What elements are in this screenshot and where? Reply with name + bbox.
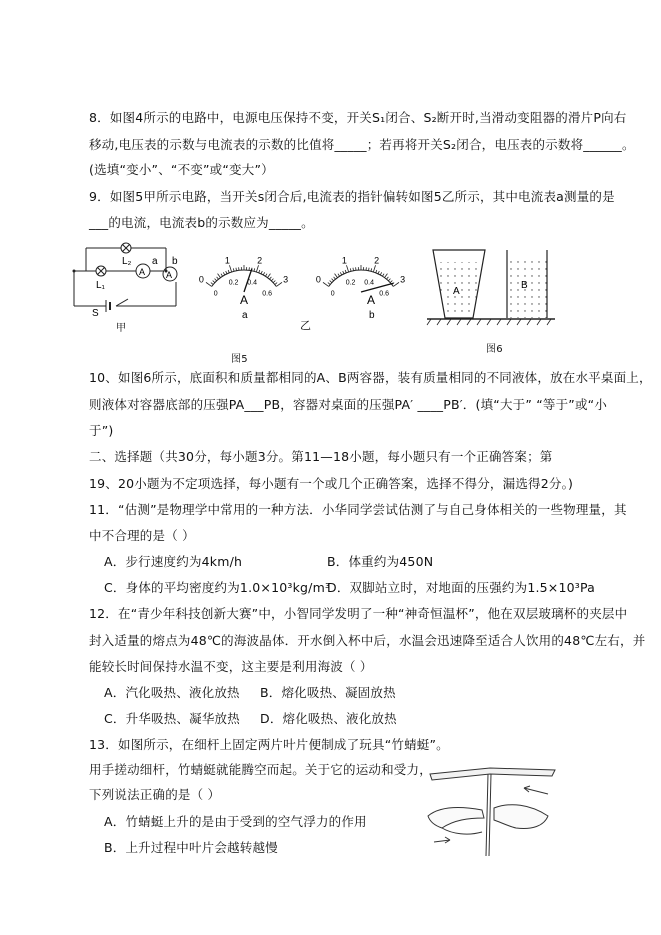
meter-tick — [332, 279, 334, 281]
section2-line-2: 19、20小题为不定项选择，每小题有一个或几个正确答案，选择不得分，漏选得2分。) — [89, 476, 574, 491]
label-a: a — [152, 256, 158, 267]
meter-tick — [328, 283, 330, 285]
meter-tick — [236, 268, 237, 271]
q12-line-1: 12．在“青少年科技创新大赛”中，小智同学发明了一种“神奇恒温杯”，他在双层玻璃杯的夹层中 — [89, 606, 628, 621]
meter-tick — [340, 272, 341, 275]
ammeter-b-symbol: A — [166, 270, 173, 280]
meter-tick — [275, 283, 277, 285]
meter-minor-label: 0.2 — [228, 279, 239, 287]
meter-tick — [218, 274, 221, 278]
meter-tick — [223, 272, 224, 275]
q9-line-1: 9．如图5甲所示电路，当开关s闭合后,电流表的指针偏转如图5乙所示，其中电流表a测量的是 — [89, 189, 615, 204]
label-L1: L₁ — [96, 280, 105, 291]
label-L2: L₂ — [122, 256, 132, 267]
meter-minor-label: 0.4 — [247, 279, 258, 287]
meter-major-label: 0 — [198, 274, 204, 285]
fig6-caption: 图6 — [486, 344, 503, 355]
meter-tick — [211, 283, 213, 285]
meter-scale-arc — [212, 270, 277, 286]
q13-line-1: 13．如图所示，在细杆上固定两片叶片便制成了玩具“竹蜻蜓”。 — [89, 737, 449, 752]
meter-tick — [378, 271, 379, 274]
meter-major-label: 0 — [315, 274, 321, 285]
meter-tick — [371, 268, 372, 271]
q8-line-3: (选填“变小”、“不变”或“变大”） — [89, 162, 274, 177]
meter-tick — [373, 265, 375, 272]
q12-option-A: A．汽化吸热、液化放热 — [104, 685, 240, 700]
q12-line-3: 能较长时间保持水温不变，这主要是利用海波（ ） — [89, 659, 373, 674]
q11-line-1: 11．“估测”是物理学中常用的一种方法．小华同学尝试估测了与自己身体相关的一些物理量，其 — [89, 502, 627, 517]
meter-tick — [268, 274, 271, 278]
meter-tick — [229, 265, 231, 272]
meter-a-letter: A — [240, 293, 249, 307]
meter-minor-label: 0 — [213, 290, 218, 298]
meter-tick — [213, 281, 215, 283]
meter-tick — [388, 279, 390, 281]
meter-tick — [265, 274, 267, 277]
circuit-diagram — [66, 236, 186, 336]
meter-tick — [221, 274, 223, 277]
meter-tick — [217, 277, 219, 279]
meter-a-sub: a — [242, 310, 248, 321]
meter-tick — [263, 272, 264, 275]
q11-line-2: 中不合理的是（ ） — [89, 528, 195, 543]
meter-tick — [338, 274, 340, 277]
meter-minor-label: 0.6 — [379, 290, 390, 298]
meter-major-label: 3 — [400, 274, 406, 285]
meter-tick — [254, 268, 255, 271]
meter-major-label: 3 — [283, 274, 289, 285]
q12-option-D: D．熔化吸热、液化放热 — [260, 711, 397, 726]
meter-b-sub: b — [369, 310, 375, 321]
ammeter-a-symbol: A — [139, 267, 146, 277]
meter-tick — [386, 277, 388, 279]
meter-major-label: 2 — [257, 255, 263, 266]
meter-tick — [368, 268, 369, 271]
q10-line-1: 10、如图6所示，底面积和质量都相同的A、B两容器，装有质量相同的不同液体，放在水平桌面上， — [89, 370, 652, 385]
meter-tick — [233, 268, 234, 271]
q11-option-C: C．身体的平均密度约为1.0×10³kg/m³ — [104, 580, 331, 595]
q11-option-D: D．双脚站立时，对地面的压强约为1.5×10³Pa — [327, 580, 596, 595]
containers-figure — [425, 246, 557, 328]
meter-tick — [376, 270, 377, 273]
meter-major-label: 1 — [224, 255, 230, 266]
meter-major-label: 2 — [374, 255, 380, 266]
meter-tick — [353, 268, 354, 271]
meter-tick — [256, 265, 258, 272]
meter-b — [305, 244, 415, 322]
bamboo-dragonfly-figure — [420, 760, 570, 860]
q10-line-3: 于”) — [89, 423, 114, 438]
q13-option-A: A．竹蜻蜓上升的是由于受到的空气浮力的作用 — [104, 814, 367, 829]
meter-tick — [390, 281, 392, 283]
q13-option-B: B．上升过程中叶片会越转越慢 — [104, 840, 278, 855]
meter-minor-label: 0.6 — [262, 290, 273, 298]
meter-tick — [346, 265, 348, 272]
q8-line-2: 移动,电压表的示数与电流表的示数的比值将_____；若再将开关S₂闭合，电压表的示数将______。 — [89, 137, 635, 152]
meter-tick — [228, 270, 229, 273]
meter-tick — [335, 274, 338, 278]
meter-a-dial — [199, 256, 288, 298]
meter-tick — [269, 277, 271, 279]
meter-tick — [350, 268, 351, 271]
meter-tick — [385, 274, 388, 278]
q9-line-2: ___的电流，电流表b的示数应为_____。 — [89, 215, 314, 230]
label-b: b — [172, 256, 178, 267]
meter-tick — [215, 279, 217, 281]
meter-tick — [259, 270, 260, 273]
q8-line-1: 8．如图4所示的电路中，电源电压保持不变，开关S₁闭合、S₂断开时,当滑动变阻器的滑片P向右 — [89, 110, 627, 125]
label-yi: 乙 — [300, 319, 312, 332]
q13-line-3: 下列说法正确的是（ ） — [89, 787, 221, 802]
q13-line-2: 用手搓动细杆，竹蜻蜓就能腾空而起。关于它的运动和受力， — [89, 762, 432, 777]
meter-scale-arc — [329, 270, 394, 286]
meter-tick — [345, 270, 346, 273]
meter-tick — [273, 281, 275, 283]
fig5-caption: 图5 — [231, 354, 248, 365]
label-jia: 甲 — [116, 323, 126, 334]
q12-line-2: 封入适量的熔点为48℃的海波晶体．开水倒入杯中后，水温会迅速降至适合人饮用的48℃左右，并 — [89, 633, 646, 648]
label-S: S — [92, 308, 99, 319]
q11-option-A: A．步行速度约为4km/h — [104, 554, 243, 569]
meter-b-dial — [316, 256, 405, 298]
meter-tick — [226, 271, 227, 274]
meter-tick — [343, 271, 344, 274]
container-A-label: A — [453, 286, 460, 297]
meter-a — [188, 244, 298, 322]
meter-tick — [334, 277, 336, 279]
meter-tick — [261, 271, 262, 274]
meter-tick — [382, 274, 384, 277]
meter-tick — [271, 279, 273, 281]
q11-option-B: B．体重约为450N — [327, 554, 434, 569]
q10-line-2: 则液体对容器底部的压强PA___PB，容器对桌面的压强PA′ ____PB′．(填“大于” “等于”或“小 — [89, 397, 608, 412]
meter-tick — [380, 272, 381, 275]
container-B-label: B — [521, 280, 528, 291]
meter-minor-label: 0.4 — [364, 279, 375, 287]
meter-tick — [330, 281, 332, 283]
meter-major-label: 1 — [341, 255, 347, 266]
section2-line-1: 二、选择题（共30分，每小题3分。第11—18小题，每小题只有一个正确答案；第 — [89, 449, 553, 464]
meter-minor-label: 0 — [330, 290, 335, 298]
q12-option-C: C．升华吸热、凝华放热 — [104, 711, 240, 726]
meter-minor-label: 0.2 — [345, 279, 356, 287]
q12-option-B: B．熔化吸热、凝固放热 — [260, 685, 396, 700]
meter-b-letter: A — [367, 293, 376, 307]
